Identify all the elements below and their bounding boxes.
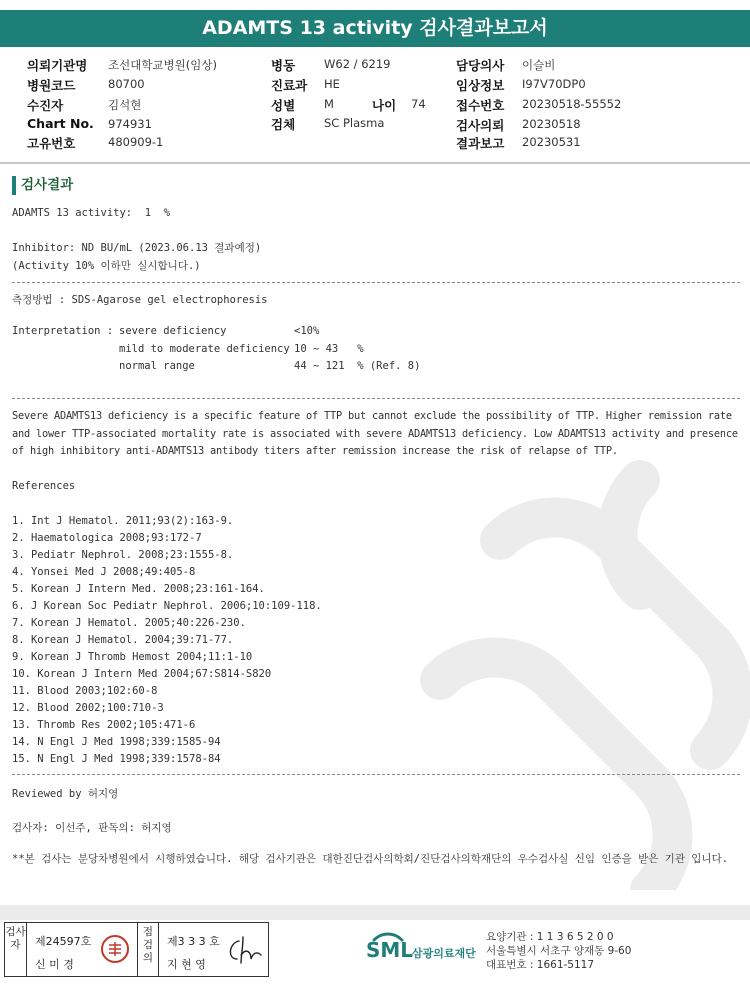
reference-item: 9. Korean J Thromb Hemost 2004;11:1-10 — [12, 651, 253, 663]
interpretation-category: severe deficiency — [119, 325, 227, 337]
organization-info — [486, 930, 631, 972]
interpretation-range: 44 ~ 121 % (Ref. 8) — [294, 360, 421, 372]
reference-item: 13. Thromb Res 2002;105:471-6 — [12, 719, 196, 731]
examiner-license: 제24597호 — [35, 935, 92, 948]
references-list — [12, 513, 322, 768]
sml-logo-text: SML — [366, 938, 414, 962]
reference-item: 1. Int J Hematol. 2011;93(2):163-9. — [12, 515, 234, 527]
org-phone: 대표번호 : 1661-5117 — [486, 959, 595, 971]
value-chart-no: 974931 — [108, 117, 152, 131]
value-result-report-date: 20230531 — [522, 135, 581, 149]
value-ward: W62 / 6219 — [324, 57, 391, 71]
reference-item: 2. Haematologica 2008;93:172-7 — [12, 532, 202, 544]
label-department: 진료과 — [271, 78, 308, 93]
label-clinical-info: 임상정보 — [456, 78, 505, 93]
patient-info-block — [0, 56, 750, 152]
label-test-request-date: 검사의뢰 — [456, 118, 505, 133]
label-ward: 병동 — [271, 58, 296, 73]
section-title-results: 검사결과 — [12, 176, 73, 195]
value-attending-doctor: 이슬비 — [522, 58, 556, 72]
value-hospital-code: 80700 — [108, 77, 145, 91]
reference-item: 14. N Engl J Med 1998;339:1585-94 — [12, 736, 221, 748]
label-unique-no: 고유번호 — [27, 136, 76, 151]
reference-item: 8. Korean J Hematol. 2004;39:71-77. — [12, 634, 234, 646]
reference-item: 5. Korean J Intern Med. 2008;23:161-164. — [12, 583, 265, 595]
report-title: ADAMTS 13 activity 검사결과보고서 — [0, 10, 750, 47]
value-age: 74 — [411, 97, 426, 111]
inhibitor-result: Inhibitor: ND BU/mL (2023.06.13 결과예정) — [12, 242, 262, 254]
reviewer-license: 제3 3 3 호 — [167, 935, 220, 948]
signature-box — [4, 922, 269, 977]
inhibitor-note: (Activity 10% 이하만 실시합니다.) — [12, 260, 201, 272]
value-requesting-institution: 조선대학교병원(임상) — [108, 58, 217, 72]
value-test-request-date: 20230518 — [522, 117, 581, 131]
reference-item: 12. Blood 2002;100:710-3 — [12, 702, 164, 714]
label-chart-no: Chart No. — [27, 116, 94, 131]
reviewer-vertical-label: 점검의 — [137, 923, 159, 976]
label-patient: 수진자 — [27, 98, 64, 113]
reviewed-by: Reviewed by 허지영 — [12, 788, 119, 800]
clinical-comment: Severe ADAMTS13 deficiency is a specific feature of TTP but cannot exclude the possibility of TTP. Higher remission rate and lower TTP-associated mortality rate is associated with severe ADAMTS13 deficiency. Low ADAMTS13 activity and presence of high inhibitory anti-ADAMTS13 antibody titers after remission increase the risk of relapse of TTP. — [12, 410, 738, 457]
org-code: 요양기관 : 1 1 3 6 5 2 0 0 — [486, 931, 614, 943]
interpretation-range: <10% — [294, 325, 320, 337]
label-specimen: 검체 — [271, 117, 296, 132]
interpretation-category: normal range — [119, 360, 195, 372]
reference-item: 15. N Engl J Med 1998;339:1578-84 — [12, 753, 221, 765]
dashed-divider — [12, 282, 740, 283]
value-clinical-info: I97V70DP0 — [522, 77, 586, 91]
header-divider — [0, 162, 750, 164]
reference-item: 7. Korean J Hematol. 2005;40:226-230. — [12, 617, 246, 629]
reference-item: 4. Yonsei Med J 2008;49:405-8 — [12, 566, 196, 578]
sml-logo-subtext: 삼광의료재단 — [412, 947, 476, 960]
examiners-line: 검사자: 이선주, 판독의: 허지영 — [12, 822, 172, 834]
interpretation-range: 10 ~ 43 % — [294, 343, 364, 355]
value-unique-no: 480909-1 — [108, 135, 164, 149]
value-sex: M — [324, 97, 334, 111]
interpretation-category: mild to moderate deficiency — [119, 343, 290, 355]
method-line: 측정방법 : SDS-Agarose gel electrophoresis — [12, 294, 268, 306]
label-attending-doctor: 담당의사 — [456, 58, 505, 73]
reviewer-signature-icon — [225, 933, 265, 967]
dashed-divider — [12, 398, 740, 399]
label-hospital-code: 병원코드 — [27, 78, 76, 93]
value-department: HE — [324, 77, 340, 91]
label-sex: 성별 — [271, 98, 296, 113]
label-age: 나이 — [372, 98, 397, 113]
dashed-divider — [12, 774, 740, 775]
interpretation-label: Interpretation : — [12, 325, 114, 337]
examiner-seal-icon — [100, 934, 130, 964]
reference-item: 3. Pediatr Nephrol. 2008;23:1555-8. — [12, 549, 234, 561]
label-requesting-institution: 의뢰기관명 — [27, 58, 88, 73]
reviewer-name: 지 현 영 — [167, 958, 206, 971]
value-receipt-no: 20230518-55552 — [522, 97, 622, 111]
reference-item: 6. J Korean Soc Pediatr Nephrol. 2006;10:109-118. — [12, 600, 322, 612]
outsourcing-note: **본 검사는 분당차병원에서 시행하였습니다. 해당 검사기관은 대한진단검사의학회/진단검사의학재단의 우수검사실 신임 인증을 받은 기관 입니다. — [12, 853, 729, 865]
reference-item: 11. Blood 2003;102:60-8 — [12, 685, 158, 697]
label-result-report-date: 결과보고 — [456, 136, 505, 151]
footer-band — [0, 905, 750, 920]
org-address: 서울특별시 서초구 양재동 9-60 — [486, 945, 632, 957]
activity-result: ADAMTS 13 activity: 1 % — [12, 207, 171, 219]
value-patient: 김석현 — [108, 98, 142, 112]
label-receipt-no: 접수번호 — [456, 98, 505, 113]
value-specimen: SC Plasma — [324, 116, 385, 130]
examiner-name: 신 미 경 — [35, 958, 74, 971]
references-title: References — [12, 480, 76, 492]
examiner-vertical-label: 검사자 — [5, 923, 27, 976]
reference-item: 10. Korean J Intern Med 2004;67:S814-S820 — [12, 668, 272, 680]
sml-watermark-icon — [380, 420, 750, 890]
